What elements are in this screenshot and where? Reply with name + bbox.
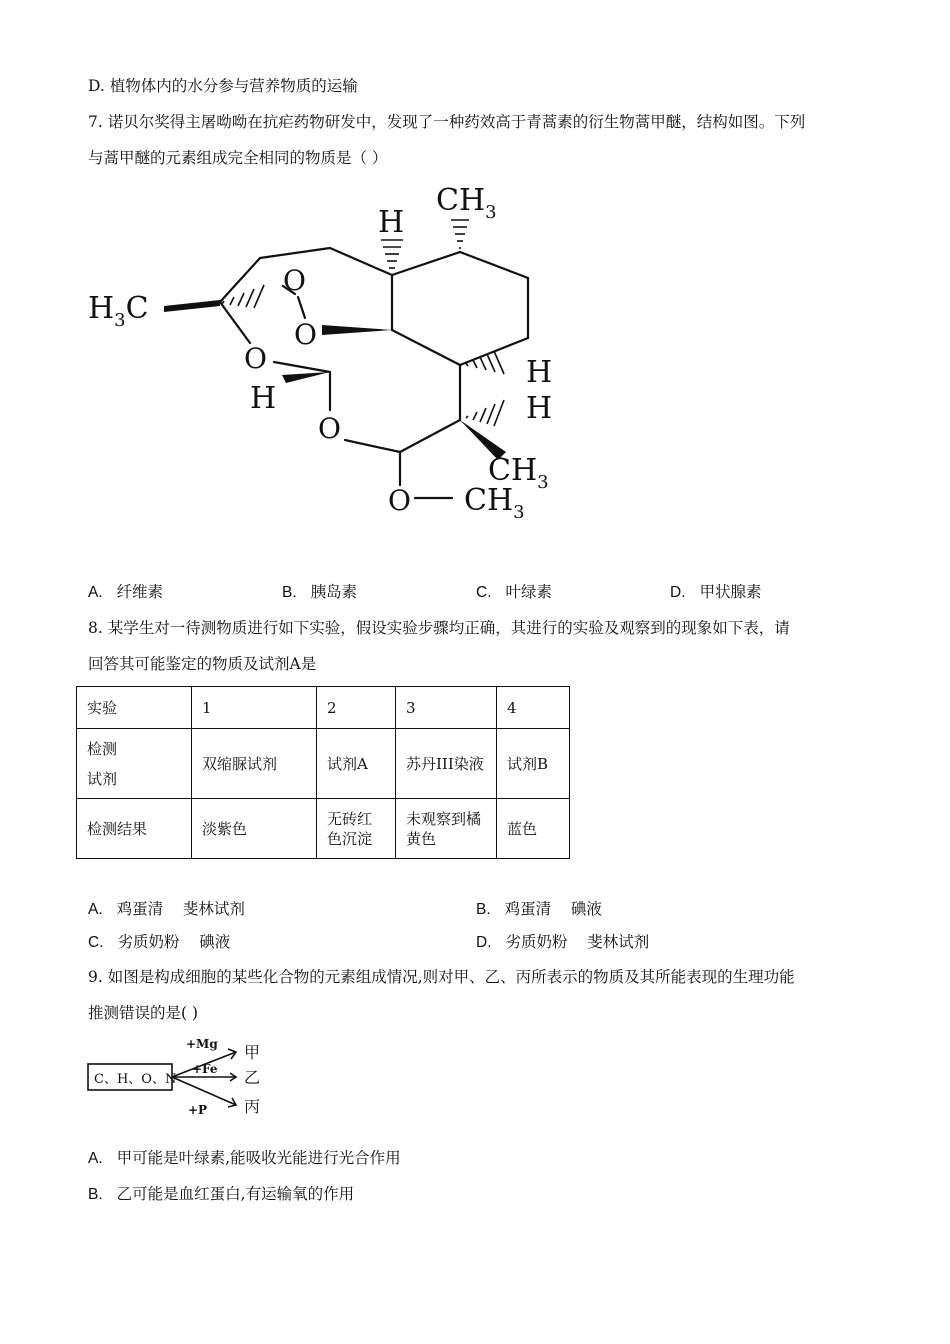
svg-text:CH3: $CH_3$: [464, 483, 525, 523]
table-row: [77, 799, 570, 859]
q6-option-d: D. 植物体内的水分参与营养物质的运输: [88, 77, 358, 95]
table-cell: 未观察到橘黄色: [396, 799, 497, 859]
table-row: [77, 729, 570, 799]
table-cell: 双缩脲试剂: [192, 729, 317, 799]
q7-option-c[interactable]: C. 叶绿素: [476, 583, 553, 601]
h-top: H: [378, 205, 405, 240]
methoxy-o: O: [388, 484, 411, 517]
table-header-cell: 3: [396, 687, 497, 729]
element-scheme: [86, 1036, 276, 1120]
svg-text:CH3: $CH_3$: [436, 183, 497, 223]
q7-stem-line2: 与蒿甲醚的元素组成完全相同的物质是（ ）: [88, 149, 388, 167]
table-header-cell: 4: [497, 687, 570, 729]
table-cell: 淡紫色: [192, 799, 317, 859]
q9-option-b[interactable]: B. 乙可能是血红蛋白,有运输氧的作用: [88, 1185, 355, 1203]
product-jia: 甲: [244, 1043, 261, 1062]
ch3-methoxy: CH: [464, 483, 514, 518]
q8-option-c[interactable]: C. 劣质奶粉 碘液: [88, 933, 231, 951]
q7-stem-line1: 7. 诺贝尔奖得主屠呦呦在抗疟药物研发中，发现了一种药效高于青蒿素的衍生物蒿甲醚，结构如图。下列: [88, 113, 806, 131]
q7-option-b[interactable]: B. 胰岛素: [282, 583, 358, 601]
q8-stem-line1: 8. 某学生对一待测物质进行如下实验，假设实验步骤均正确，其进行的实验及观察到的现象如下表，请: [88, 619, 790, 637]
lactol-o: O: [318, 412, 341, 445]
q8-stem-line2: 回答其可能鉴定的物质及试剂A是: [88, 655, 317, 673]
product-bing: 丙: [244, 1097, 261, 1116]
q9-option-a[interactable]: A. 甲可能是叶绿素,能吸收光能进行光合作用: [88, 1149, 401, 1167]
q8-option-a[interactable]: A. 鸡蛋清 斐林试剂: [88, 900, 245, 918]
h-left: H: [250, 381, 277, 416]
h-right-1: H: [526, 355, 553, 390]
q9-stem-line2: 推测错误的是( ): [88, 1004, 199, 1022]
table-header-cell: 2: [317, 687, 396, 729]
q7-option-a[interactable]: A. 纤维素: [88, 583, 164, 601]
table-cell: 试剂A: [317, 729, 396, 799]
q8-option-b[interactable]: B. 鸡蛋清 碘液: [476, 900, 602, 918]
elements-box-label: C、H、O、N: [94, 1072, 177, 1087]
p-label: +P: [188, 1103, 208, 1117]
table-cell: 试剂B: [497, 729, 570, 799]
product-yi: 乙: [244, 1068, 261, 1087]
q8-option-d[interactable]: D. 劣质奶粉 斐林试剂: [476, 933, 650, 951]
q7-option-d[interactable]: D. 甲状腺素: [670, 583, 762, 601]
ch3-top: CH: [436, 183, 486, 218]
ring-o: O: [244, 342, 267, 375]
svg-text:CH3: $CH_3$: [488, 453, 549, 493]
q9-stem-line1: 9. 如图是构成细胞的某些化合物的元素组成情况,则对甲、乙、丙所表示的物质及其所能表现的生理功能: [88, 968, 795, 986]
table-cell: 蓝色: [497, 799, 570, 859]
table-cell: 苏丹III染液: [396, 729, 497, 799]
experiment-table: [76, 686, 570, 859]
table-row: [77, 687, 570, 729]
h3c-h: H: [88, 291, 115, 326]
table-header-cell: 1: [192, 687, 317, 729]
mg-label: +Mg: [186, 1037, 218, 1051]
table-row-label: 检测 试剂: [77, 729, 192, 799]
table-cell: 无砖红色沉淀: [317, 799, 396, 859]
ch3-right: CH: [488, 453, 538, 488]
peroxide-o2: O: [294, 318, 317, 351]
table-row-label: 检测结果: [77, 799, 192, 859]
table-header-cell: 实验: [77, 687, 192, 729]
peroxide-o1: O: [283, 264, 306, 297]
svg-text:H3C: $H_3C$: [88, 291, 149, 331]
h-right-2: H: [526, 391, 553, 426]
methyl-wedge: [164, 300, 220, 312]
artemether-structure: [80, 180, 580, 540]
fe-label: +Fe: [192, 1062, 218, 1076]
